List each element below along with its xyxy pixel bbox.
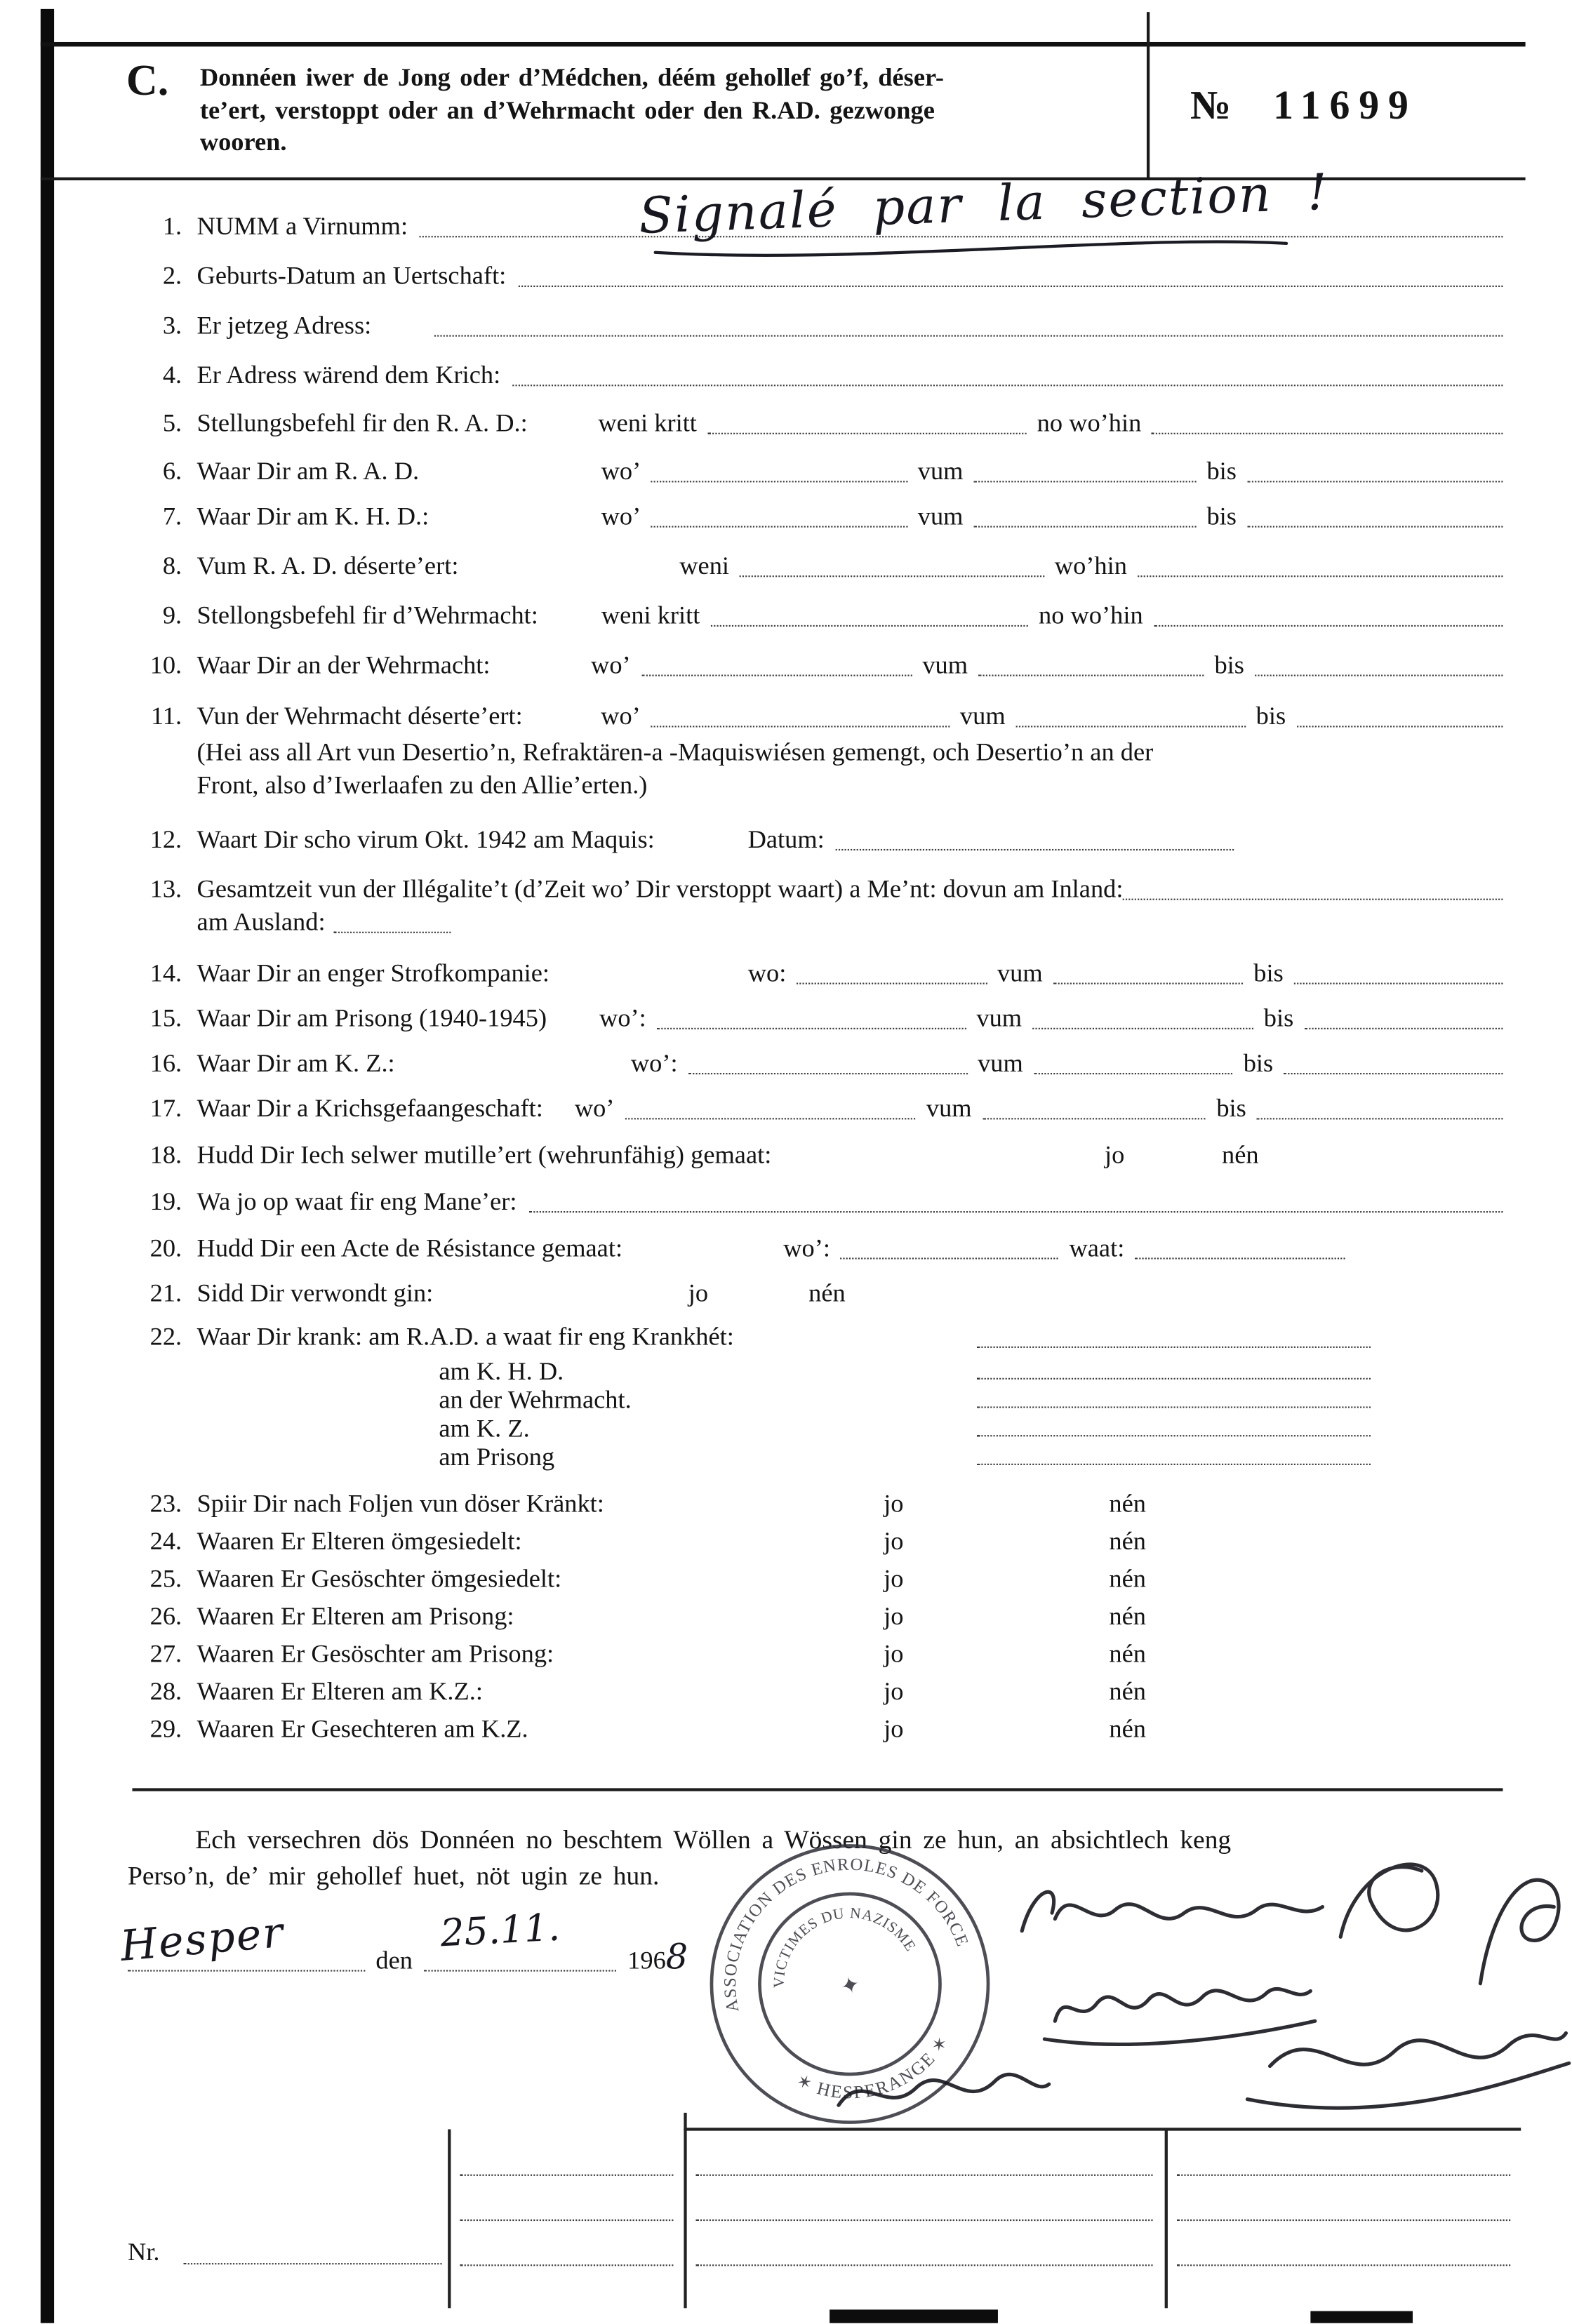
row-label: Waaren Er Gesöschter ömgesiedelt: xyxy=(196,1564,562,1593)
row-number: 4. xyxy=(162,360,182,389)
row-label: NUMM a Virnumm: xyxy=(196,211,408,241)
field-label: wo’ xyxy=(591,650,631,679)
field-label: no wo’hin xyxy=(1039,601,1143,630)
field-label: bis xyxy=(1243,1048,1274,1078)
sub-label: am K. H. D. xyxy=(439,1356,564,1386)
footer-table-vline-2 xyxy=(684,2113,686,2308)
field-label: wo’: xyxy=(599,1003,646,1033)
row-number: 27. xyxy=(149,1639,182,1669)
fill-line xyxy=(423,1967,615,1971)
row-number: 14. xyxy=(149,959,182,987)
fill-line xyxy=(977,1403,1371,1408)
row-label: Waart Dir scho virum Okt. 1942 am Maquis: xyxy=(196,824,655,854)
row-number: 29. xyxy=(149,1714,182,1744)
fill-line xyxy=(1257,1115,1503,1119)
scan-edge-bar xyxy=(41,9,54,2323)
row-label: Stellongsbefehl fir d’Wehrmacht: xyxy=(196,601,538,630)
row-number: 21. xyxy=(149,1278,182,1308)
row-label: Waar Dir am K. H. D.: xyxy=(196,502,429,530)
fill-line xyxy=(688,1070,967,1074)
declaration-line1: Ech versechren dös Donnéen no beschtem Wöllen a Wössen gin ze hun, an absichtlech keng xyxy=(195,1824,1232,1855)
row-label: Gesamtzeit vun der Illégalite’t (d’Zeit wo’ Dir verstoppt waart) a Me’nt: dovun am Inland: xyxy=(196,874,1124,904)
row-label: Waaren Er Gesöschter am Prisong: xyxy=(196,1639,554,1669)
field-label: wo’ xyxy=(574,1094,615,1123)
field-label: wo’ xyxy=(601,702,641,730)
fill-line xyxy=(797,980,987,984)
field-label: wo’: xyxy=(630,1048,678,1078)
row-number: 17. xyxy=(149,1094,182,1123)
field-label: bis xyxy=(1253,959,1284,987)
fill-line xyxy=(973,478,1196,482)
fill-line xyxy=(977,1375,1371,1379)
form-row-29 xyxy=(128,1713,1503,1746)
fill-line xyxy=(1284,1070,1503,1074)
nen-option: nén xyxy=(1109,1639,1146,1669)
row-number: 22. xyxy=(149,1322,182,1351)
jo-option: jo xyxy=(884,1714,904,1744)
fill-line xyxy=(529,1208,1503,1213)
form-description-line3: wooren. xyxy=(199,128,287,156)
fill-line xyxy=(1304,1024,1503,1029)
nen-option: nén xyxy=(1109,1489,1146,1518)
year-prefix: 196 xyxy=(627,1946,666,1975)
fill-line xyxy=(1135,1255,1345,1259)
nen-option: nén xyxy=(1109,1676,1146,1706)
footer-fill-line xyxy=(1177,2218,1510,2221)
footer-fill-line xyxy=(1177,2173,1510,2176)
form-row-8 xyxy=(128,550,1503,583)
field-label: vum xyxy=(922,650,968,679)
row-number: 16. xyxy=(149,1048,182,1078)
row-number: 9. xyxy=(162,601,182,630)
fill-line xyxy=(740,573,1044,577)
footer-table-top-line xyxy=(684,2128,1521,2130)
row-label: Vun der Wehrmacht déserte’ert: xyxy=(196,702,523,730)
fill-line xyxy=(973,523,1196,527)
form-row-16 xyxy=(128,1048,1503,1081)
fill-line xyxy=(1032,1024,1253,1029)
row-label: Waaren Er Elteren ömgesiedelt: xyxy=(196,1526,522,1556)
row-number: 10. xyxy=(149,650,182,679)
fill-line xyxy=(518,283,1503,287)
declaration-line2: Perso’n, de’ mir gehollef huet, nöt ugin ze hun. xyxy=(128,1860,660,1890)
row-label: Er jetzeg Adress: xyxy=(196,311,372,340)
field-label: no wo’hin xyxy=(1037,408,1142,438)
form-row-3 xyxy=(128,309,1503,342)
row-number: 7. xyxy=(162,502,182,530)
row-label: Waar Dir krank: am R.A.D. a waat fir eng Krankhét: xyxy=(196,1322,734,1351)
form-row-27 xyxy=(128,1638,1503,1671)
form-row-4 xyxy=(128,359,1503,392)
field-label: Datum: xyxy=(747,824,825,854)
row-label: Waaren Er Elteren am K.Z.: xyxy=(196,1676,483,1706)
row-label: Vum R. A. D. déserte’ert: xyxy=(196,551,459,580)
row-label: Sidd Dir verwondt gin: xyxy=(196,1278,434,1308)
fill-line xyxy=(1034,1070,1233,1074)
form-description-line1: Donnéen iwer de Jong oder d’Médchen, déém gehollef go’f, déser- xyxy=(199,62,944,92)
jo-option: jo xyxy=(1104,1140,1125,1170)
footer-fill-line xyxy=(460,2173,673,2176)
signature-2 xyxy=(1340,1864,1438,1937)
field-label: wo’ xyxy=(601,502,641,530)
form-row-13 xyxy=(128,873,1503,906)
field-label: wo’: xyxy=(783,1234,830,1262)
row-label: Waar Dir an der Wehrmacht: xyxy=(196,650,491,679)
field-label: bis xyxy=(1216,1094,1246,1123)
fill-line xyxy=(512,382,1503,386)
fill-line xyxy=(651,478,907,482)
row-label: Waaren Er Gesechteren am K.Z. xyxy=(196,1714,528,1744)
form-row-18 xyxy=(128,1139,1503,1172)
row-number: 11. xyxy=(150,702,182,730)
form-row-7 xyxy=(128,500,1503,533)
signature-1 xyxy=(1022,1892,1322,1931)
nen-option: nén xyxy=(808,1278,846,1308)
row-label: Waar Dir a Krichsgefaangeschaft: xyxy=(196,1094,543,1123)
numero-sign: № xyxy=(1190,82,1232,128)
fill-line xyxy=(1255,672,1503,676)
form-row-22 xyxy=(128,1321,1503,1354)
row-label: Waar Dir am Prisong (1940-1945) xyxy=(196,1003,547,1033)
field-label: vum xyxy=(978,1048,1023,1078)
jo-option: jo xyxy=(884,1639,904,1669)
row-label: Waar Dir an enger Strofkompanie: xyxy=(196,959,550,987)
form-row-11 xyxy=(128,700,1503,733)
form-row-9 xyxy=(128,599,1503,632)
top-border-line xyxy=(41,42,1526,46)
row-label: Geburts-Datum an Uertschaft: xyxy=(196,261,507,290)
field-label: bis xyxy=(1206,457,1237,486)
form-row-17 xyxy=(128,1093,1503,1126)
form-description xyxy=(200,62,1156,159)
field-label: weni kritt xyxy=(598,408,697,438)
fill-line xyxy=(841,1255,1059,1259)
footer-fill-line xyxy=(696,2173,1153,2176)
field-label: wo: xyxy=(747,959,787,987)
field-label: vum xyxy=(959,702,1006,730)
fill-line xyxy=(1053,980,1244,984)
row-22-sub-2 xyxy=(128,1385,1503,1414)
field-label: waat: xyxy=(1069,1234,1125,1262)
field-label: wo’hin xyxy=(1054,551,1127,580)
row-11-note-line1: (Hei ass all Art vun Desertio’n, Refraktären-a -Maquiswiésen gemengt, och Desertio’n an der xyxy=(196,737,1154,767)
section-divider-line xyxy=(132,1788,1503,1791)
row-number: 3. xyxy=(162,311,182,340)
fill-line xyxy=(1016,723,1246,727)
row-number: 26. xyxy=(149,1601,182,1631)
sub-label: an der Wehrmacht. xyxy=(439,1385,632,1415)
form-row-14 xyxy=(128,957,1503,990)
fill-line xyxy=(982,1115,1206,1119)
handwritten-place: Hesper xyxy=(118,1907,286,1971)
fill-line xyxy=(651,723,950,727)
serial-number: 11699 xyxy=(1273,82,1418,128)
signature-5 xyxy=(1247,2033,1568,2108)
form-description-line2: te’ert, verstoppt oder an d’Wehrmacht oder den R.AD. gezwonge xyxy=(199,95,935,124)
fill-line xyxy=(707,429,1027,434)
fill-line xyxy=(835,846,1233,850)
field-label: bis xyxy=(1214,650,1244,679)
nen-option: nén xyxy=(1109,1714,1146,1744)
form-row-26 xyxy=(128,1601,1503,1634)
sub-label: am Prisong xyxy=(439,1442,555,1471)
handwritten-underline xyxy=(649,232,1295,265)
nen-option: nén xyxy=(1109,1601,1146,1631)
fill-line xyxy=(977,1432,1371,1436)
field-label: vum xyxy=(926,1094,972,1123)
fill-line xyxy=(334,928,451,933)
row-number: 13. xyxy=(149,874,182,904)
field-label: bis xyxy=(1263,1003,1294,1033)
field-label: am Ausland: xyxy=(196,907,326,937)
jo-option: jo xyxy=(884,1564,904,1593)
row-label: Waar Dir am R. A. D. xyxy=(196,457,420,486)
fill-line xyxy=(657,1024,966,1029)
row-number: 12. xyxy=(149,824,182,854)
form-row-12 xyxy=(128,824,1503,857)
fill-line xyxy=(1138,573,1503,577)
fill-line xyxy=(710,622,1028,627)
handwritten-date: 25.11. xyxy=(439,1905,561,1956)
form-row-5 xyxy=(128,407,1503,440)
footer-table-vline-3 xyxy=(1165,2129,1168,2308)
form-row-2 xyxy=(128,260,1503,293)
fill-line xyxy=(651,523,907,527)
fill-line xyxy=(1123,895,1503,900)
footer-fill-line xyxy=(460,2218,673,2221)
field-label: bis xyxy=(1255,702,1286,730)
serial-number-block xyxy=(1190,83,1418,129)
section-letter: C. xyxy=(126,57,169,105)
row-number: 19. xyxy=(149,1187,182,1216)
fill-line xyxy=(1154,622,1503,627)
signature-4 xyxy=(1480,1880,1559,1984)
row-number: 24. xyxy=(149,1526,182,1556)
fill-line xyxy=(977,1343,1371,1347)
field-label: weni xyxy=(679,551,730,580)
nen-option: nén xyxy=(1109,1564,1146,1593)
fill-line xyxy=(1294,980,1503,984)
row-number: 23. xyxy=(149,1489,182,1518)
form-row-23 xyxy=(128,1488,1503,1521)
fill-line xyxy=(128,1967,365,1971)
stamp-bottom-text: ✶ HESPERANGE ✶ xyxy=(793,2031,954,2103)
nr-label: Nr. xyxy=(128,2237,160,2266)
footer-fill-line xyxy=(1177,2263,1510,2266)
fill-line xyxy=(625,1115,915,1119)
form-row-19 xyxy=(128,1186,1503,1219)
row-number: 2. xyxy=(162,261,182,290)
scan-artifact xyxy=(1310,2311,1413,2323)
row-22-sub-3 xyxy=(128,1414,1503,1443)
field-label: weni kritt xyxy=(601,601,700,630)
row-label: Wa jo op waat fir eng Mane’er: xyxy=(196,1187,517,1216)
form-row-15 xyxy=(128,1002,1503,1035)
field-label: wo’ xyxy=(601,457,641,486)
row-number: 18. xyxy=(149,1140,182,1170)
row-label: Waaren Er Elteren am Prisong: xyxy=(196,1601,514,1631)
signature-6 xyxy=(839,2074,1049,2105)
jo-option: jo xyxy=(688,1278,709,1308)
handwritten-note: Signalé par la section ! xyxy=(637,162,1330,246)
stamp-mid-text: VICTIMES DU NAZISME xyxy=(770,1904,919,1989)
row-11-note-line2: Front, also d’Iwerlaafen zu den Allie’erten.) xyxy=(196,770,648,800)
row-label: Spiir Dir nach Foljen vun döser Kränkt: xyxy=(196,1489,604,1518)
row-label: Waar Dir am K. Z.: xyxy=(196,1048,395,1078)
form-row-6 xyxy=(128,455,1503,488)
footer-fill-line xyxy=(696,2218,1153,2221)
field-label: vum xyxy=(917,457,964,486)
fill-line xyxy=(977,1461,1371,1465)
form-body xyxy=(128,211,1503,1763)
row-number: 15. xyxy=(149,1003,182,1033)
stamp-ring-text: ASSOCIATION DES ENROLES DE FORCE xyxy=(721,1855,973,2014)
row-number: 5. xyxy=(162,408,182,438)
stamp-center-icon: ✦ xyxy=(837,1970,863,2001)
row-number: 25. xyxy=(149,1564,182,1593)
footer-fill-line xyxy=(696,2263,1153,2266)
footer-table-vline-1 xyxy=(448,2129,451,2308)
jo-option: jo xyxy=(884,1489,904,1518)
scan-artifact xyxy=(830,2309,998,2323)
jo-option: jo xyxy=(884,1526,904,1556)
fill-line xyxy=(1247,478,1503,482)
signature-3 xyxy=(1044,1989,1314,2044)
form-row-28 xyxy=(128,1676,1503,1709)
fill-line xyxy=(1152,429,1503,434)
jo-option: jo xyxy=(884,1601,904,1631)
row-number: 28. xyxy=(149,1676,182,1706)
row-label: Hudd Dir een Acte de Résistance gemaat: xyxy=(196,1234,623,1262)
form-row-20 xyxy=(128,1232,1503,1265)
nen-option: nén xyxy=(1109,1526,1146,1556)
fill-line xyxy=(1247,523,1503,527)
form-row-25 xyxy=(128,1563,1503,1596)
nr-fill-line xyxy=(183,2262,441,2264)
footer-fill-line xyxy=(460,2263,673,2266)
form-row-13b xyxy=(128,906,1503,939)
fill-line xyxy=(1296,723,1503,727)
row-label: Stellungsbefehl fir den R. A. D.: xyxy=(196,408,528,438)
fill-line xyxy=(434,332,1503,336)
row-number: 6. xyxy=(162,457,182,486)
sub-label: am K. Z. xyxy=(439,1414,530,1443)
field-label: bis xyxy=(1206,502,1237,530)
form-row-10 xyxy=(128,649,1503,682)
row-number: 1. xyxy=(162,211,182,241)
handwritten-year-digit: 8 xyxy=(665,1938,688,1978)
row-22-sub-4 xyxy=(128,1443,1503,1471)
nen-option: nén xyxy=(1222,1140,1259,1170)
fill-line xyxy=(641,672,912,676)
den-label: den xyxy=(375,1946,413,1975)
field-label: vum xyxy=(997,959,1043,987)
form-row-24 xyxy=(128,1525,1503,1558)
form-row-21 xyxy=(128,1277,1503,1310)
field-label: vum xyxy=(976,1003,1023,1033)
jo-option: jo xyxy=(884,1676,904,1706)
row-label: Er Adress wärend dem Krich: xyxy=(196,360,501,389)
signatures xyxy=(797,1841,1572,2134)
row-number: 8. xyxy=(162,551,182,580)
fill-line xyxy=(978,672,1204,676)
row-number: 20. xyxy=(149,1234,182,1262)
row-label: Hudd Dir Iech selwer mutille’ert (wehrunfähig) gemaat: xyxy=(196,1140,772,1170)
row-22-sub-1 xyxy=(128,1357,1503,1386)
field-label: vum xyxy=(917,502,964,530)
